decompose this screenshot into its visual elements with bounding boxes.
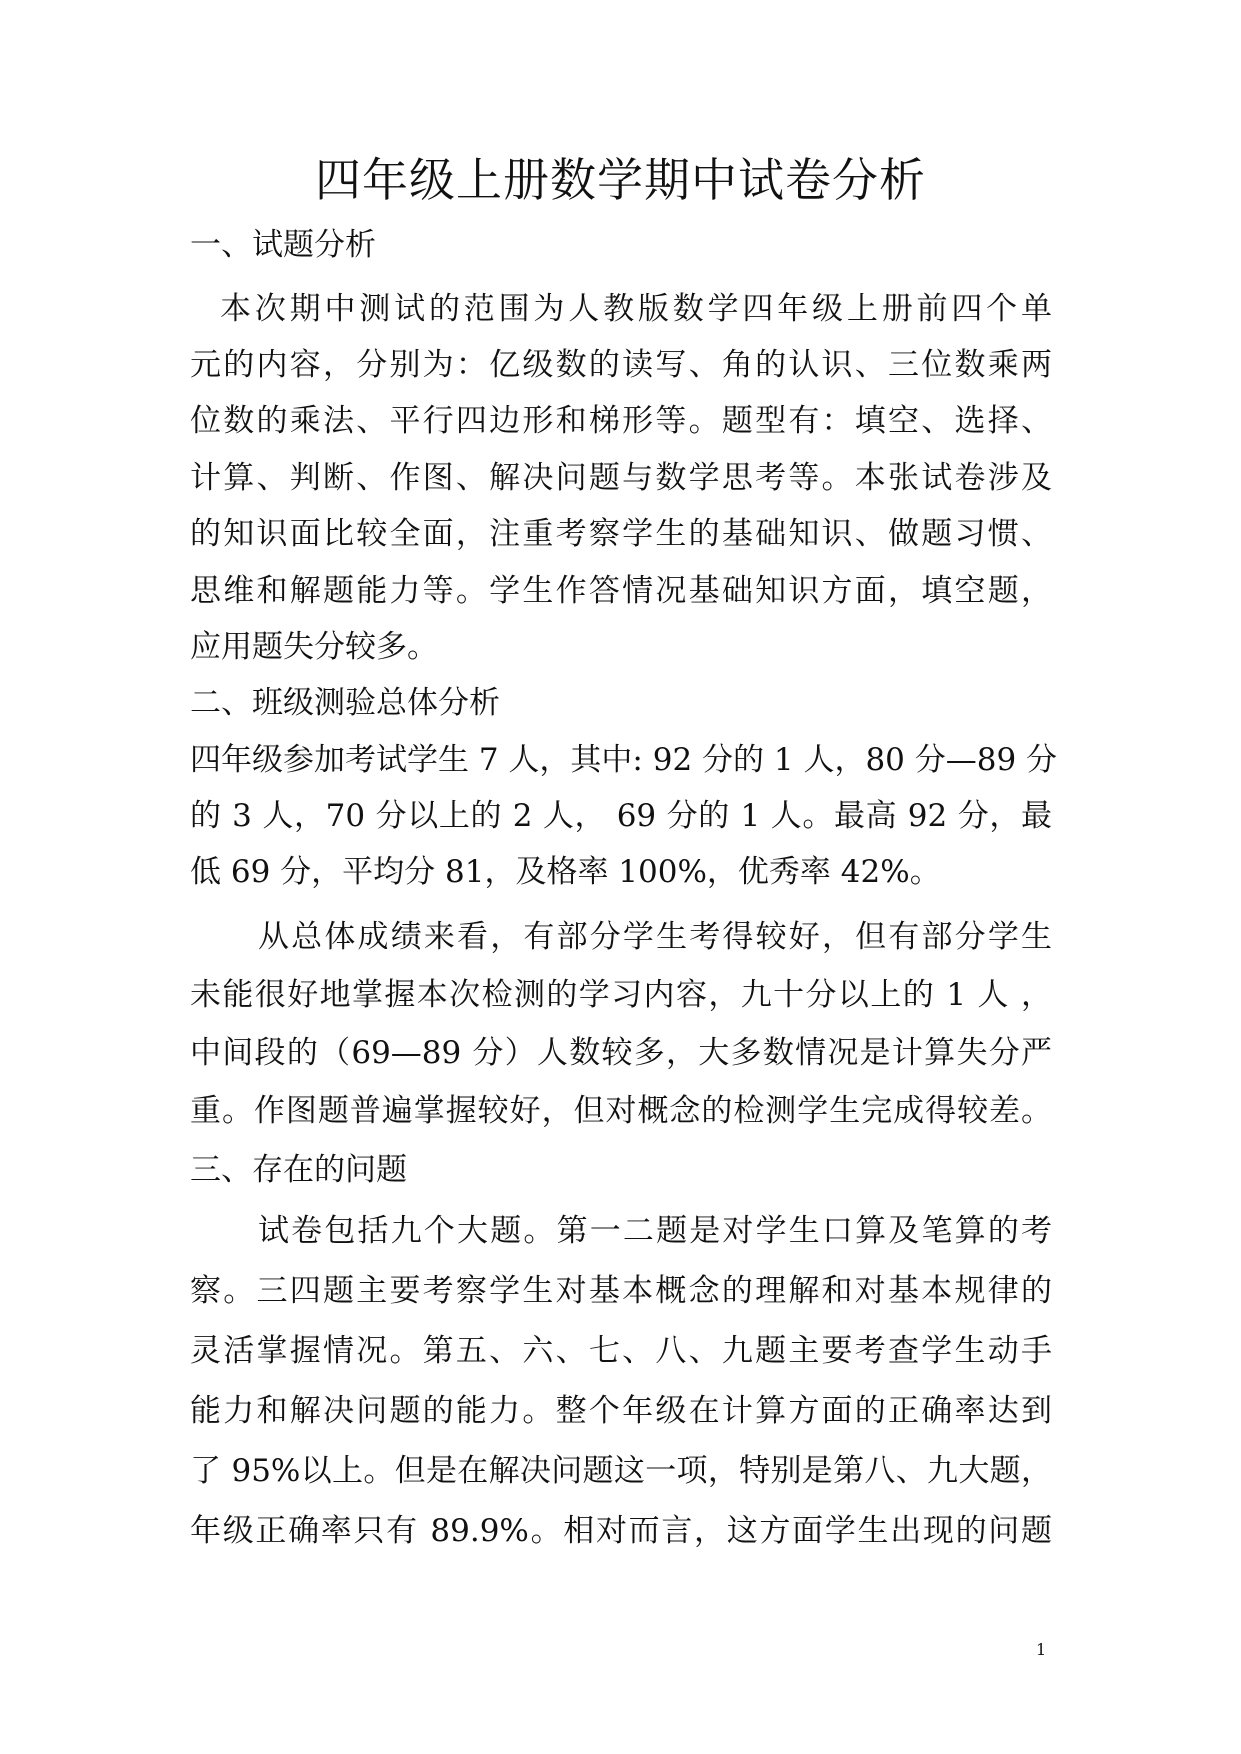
paragraph-line: 位数的乘法、平行四边形和梯形等。题型有：填空、选择、 [190,403,1052,439]
paragraph-line: 本次期中测试的范围为人教版数学四年级上册前四个单 [220,291,1052,327]
paragraph-line: 应用题失分较多。 [190,629,438,665]
paragraph-line: 元的内容，分别为：亿级数的读写、角的认识、三位数乘两 [190,347,1052,383]
paragraph-line: 中间段的（69—89 分）人数较多，大多数情况是计算失分严 [190,1035,1052,1071]
section-heading-3: 三、存在的问题 [190,1152,407,1188]
paragraph-line: 试卷包括九个大题。第一二题是对学生口算及笔算的考 [258,1213,1052,1249]
paragraph-line: 计算、判断、作图、解决问题与数学思考等。本张试卷涉及 [190,460,1052,496]
paragraph-line: 年级正确率只有 89.9%。相对而言，这方面学生出现的问题 [190,1513,1052,1549]
section-heading-2: 二、班级测验总体分析 [190,685,500,721]
paragraph-line: 察。三四题主要考察学生对基本概念的理解和对基本规律的 [190,1273,1052,1309]
paragraph-line: 从总体成绩来看，有部分学生考得较好，但有部分学生 [258,919,1052,955]
section-heading-1: 一、试题分析 [190,227,376,263]
paragraph-line: 的知识面比较全面，注重考察学生的基础知识、做题习惯、 [190,516,1052,552]
paragraph-line: 了 95%以上。但是在解决问题这一项，特别是第八、九大题， [190,1453,1052,1489]
paragraph-line: 的 3 人，70 分以上的 2 人， 69 分的 1 人。最高 92 分，最 [190,798,1052,834]
paragraph-line: 重。作图题普遍掌握较好，但对概念的检测学生完成得较差。 [190,1093,1052,1129]
paragraph-line: 四年级参加考试学生 7 人，其中: 92 分的 1 人，80 分—89 分 [190,742,1058,778]
page-number: 1 [1036,1640,1047,1659]
paragraph-line: 思维和解题能力等。学生作答情况基础知识方面，填空题， [190,573,1052,609]
document-title: 四年级上册数学期中试卷分析 [315,153,926,207]
paragraph-line: 灵活掌握情况。第五、六、七、八、九题主要考查学生动手 [190,1333,1052,1369]
paragraph-line: 低 69 分，平均分 81，及格率 100%，优秀率 42%。 [190,854,941,890]
paragraph-line: 未能很好地掌握本次检测的学习内容，九十分以上的 1 人 ， [190,977,1052,1013]
paragraph-line: 能力和解决问题的能力。整个年级在计算方面的正确率达到 [190,1393,1052,1429]
